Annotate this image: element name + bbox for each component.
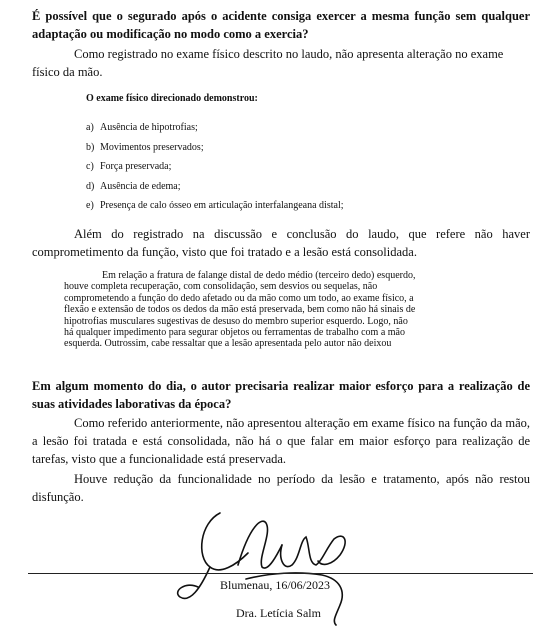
exam-item — [86, 157, 344, 177]
exam-item-letter: d) — [86, 180, 95, 192]
exam-item — [86, 118, 344, 138]
exam-item — [86, 138, 344, 158]
exam-item-letter: e) — [86, 200, 94, 211]
exam-item-letter: c) — [86, 161, 94, 172]
exam-item — [86, 196, 344, 216]
exam-item-letter: a) — [86, 122, 94, 133]
answer-2: Como referido anteriormente, não apresentou alteração em exame físico na função da mão, a lesão foi tratada e está consolidada, não há o que falar em maior esforço para realização de tarefas, visto que a funcionalidade está preservada. — [32, 416, 530, 466]
answer-1: Como registrado no exame físico descrito no laudo, não apresenta alteração no exame físico da mão. — [32, 47, 504, 79]
quote-line: há qualquer impedimento para segurar objetos ou ferramentas de trabalho com a mão — [64, 327, 405, 339]
quote-line: Em relação a fratura de falange distal de dedo médio (terceiro dedo) esquerdo, — [102, 270, 416, 281]
question-2: Em algum momento do dia, o autor precisaria realizar maior esforço para a realização de suas atividades laborativas da época? — [32, 379, 530, 411]
signer-name: Dra. Letícia Salm — [236, 606, 321, 620]
exam-item-text: Presença de calo ósseo em articulação interfalangeana distal; — [100, 200, 344, 211]
quote-line: comprometendo a função do dedo afetado ou da mão como um todo, ao exame físico, a — [64, 292, 414, 304]
signature-line — [28, 573, 533, 574]
place-date: Blumenau, 16/06/2023 — [220, 578, 330, 592]
quote-line: esquerda. Outrossim, cabe ressaltar que a lesão apresentada pelo autor não deixou — [64, 338, 392, 350]
question-1: É possível que o segurado após o acidente consiga exercer a mesma função sem qualquer adaptação ou modificação no modo como a exercia? — [32, 9, 530, 41]
exam-item-text: Força preservada; — [100, 161, 172, 172]
quote-line: flexão e extensão de todos os dedos da mão está preservada, bem como não há sinais de — [64, 304, 416, 316]
exam-findings-list — [86, 118, 344, 216]
exam-item-text: Ausência de hipotrofias; — [100, 122, 198, 133]
exam-item-text: Movimentos preservados; — [100, 141, 204, 153]
exam-item-text: Ausência de edema; — [100, 180, 181, 192]
laudo-quote — [64, 270, 478, 367]
quote-line: houve completa recuperação, com consolidação, sem desvios ou sequelas, não — [64, 281, 378, 293]
exam-item — [86, 177, 344, 197]
paragraph-2: Além do registrado na discussão e conclusão do laudo, que refere não haver comprometimento da função, visto que foi tratado e a lesão está consolidada. — [32, 227, 530, 259]
exam-item-letter: b) — [86, 141, 95, 153]
answer-3: Houve redução da funcionalidade no período da lesão e tratamento, após não restou disfunção. — [32, 472, 530, 504]
quote-line: hipotrofias musculares sugestivas de desuso do membro superior esquerdo. Logo, não — [64, 315, 408, 327]
exam-heading: O exame físico direcionado demonstrou: — [86, 93, 258, 104]
